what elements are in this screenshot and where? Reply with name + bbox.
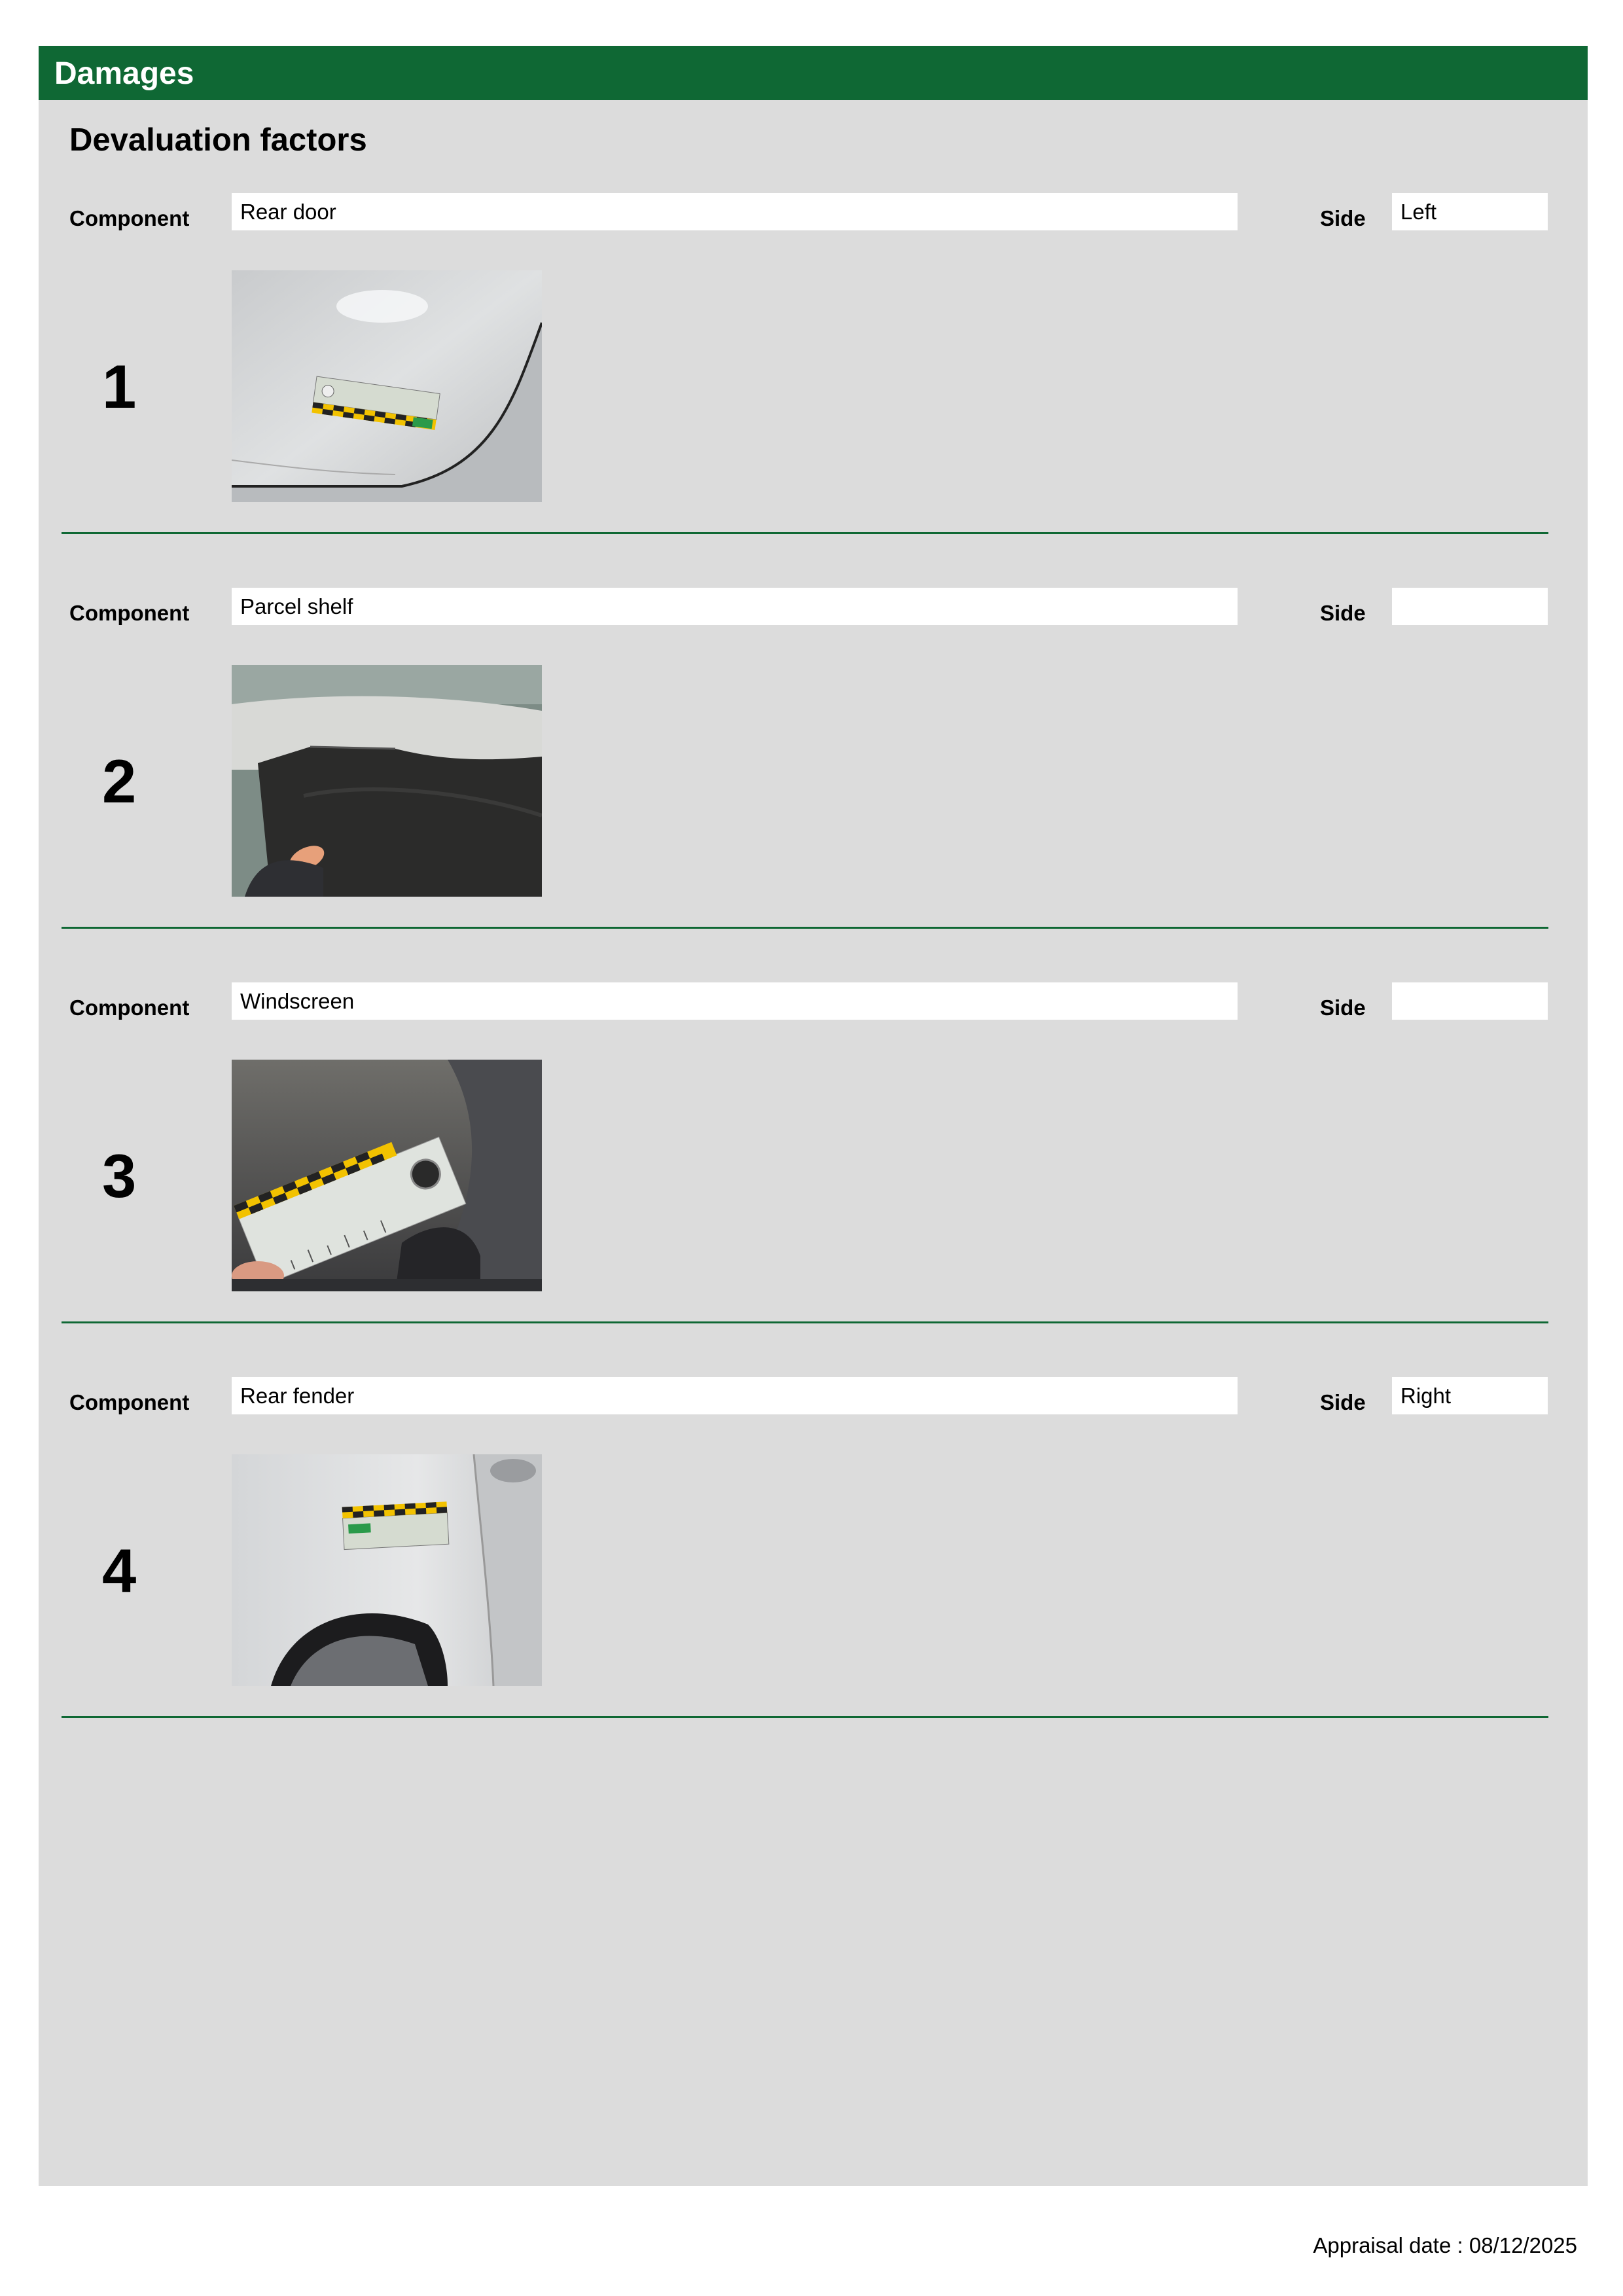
component-field: Rear door	[232, 193, 1238, 230]
section-title: Devaluation factors	[69, 122, 367, 158]
component-field: Rear fender	[232, 1377, 1238, 1414]
damage-number: 1	[102, 352, 137, 421]
appraisal-date: Appraisal date : 08/12/2025	[1313, 2233, 1577, 2257]
parcel-shelf-damage-photo	[232, 665, 542, 897]
rear-fender-dent-photo	[232, 1454, 542, 1686]
component-label: Component	[69, 996, 190, 1020]
damage-row-2	[39, 495, 1588, 889]
side-field: Left	[1392, 193, 1548, 230]
damage-number: 3	[102, 1141, 137, 1210]
windscreen-chip-photo	[232, 1060, 542, 1291]
component-label: Component	[69, 601, 190, 625]
side-field: Right	[1392, 1377, 1548, 1414]
side-field	[1392, 588, 1548, 625]
component-field: Windscreen	[232, 982, 1238, 1020]
row-divider	[62, 1716, 1548, 1718]
damages-panel	[39, 100, 1588, 2186]
page-title: Damages	[54, 56, 194, 91]
side-label: Side	[1320, 1390, 1366, 1414]
side-label: Side	[1320, 601, 1366, 625]
side-field	[1392, 982, 1548, 1020]
damage-number: 2	[102, 747, 137, 816]
header-bar	[39, 46, 1588, 100]
damage-row-4	[39, 1284, 1588, 1679]
component-field: Parcel shelf	[232, 588, 1238, 625]
damage-row-1	[39, 100, 1588, 495]
side-label: Side	[1320, 206, 1366, 230]
component-label: Component	[69, 1390, 190, 1414]
rear-door-dent-photo	[232, 270, 542, 502]
side-label: Side	[1320, 996, 1366, 1020]
component-label: Component	[69, 206, 190, 230]
damage-row-3	[39, 889, 1588, 1284]
damage-number: 4	[102, 1536, 137, 1605]
